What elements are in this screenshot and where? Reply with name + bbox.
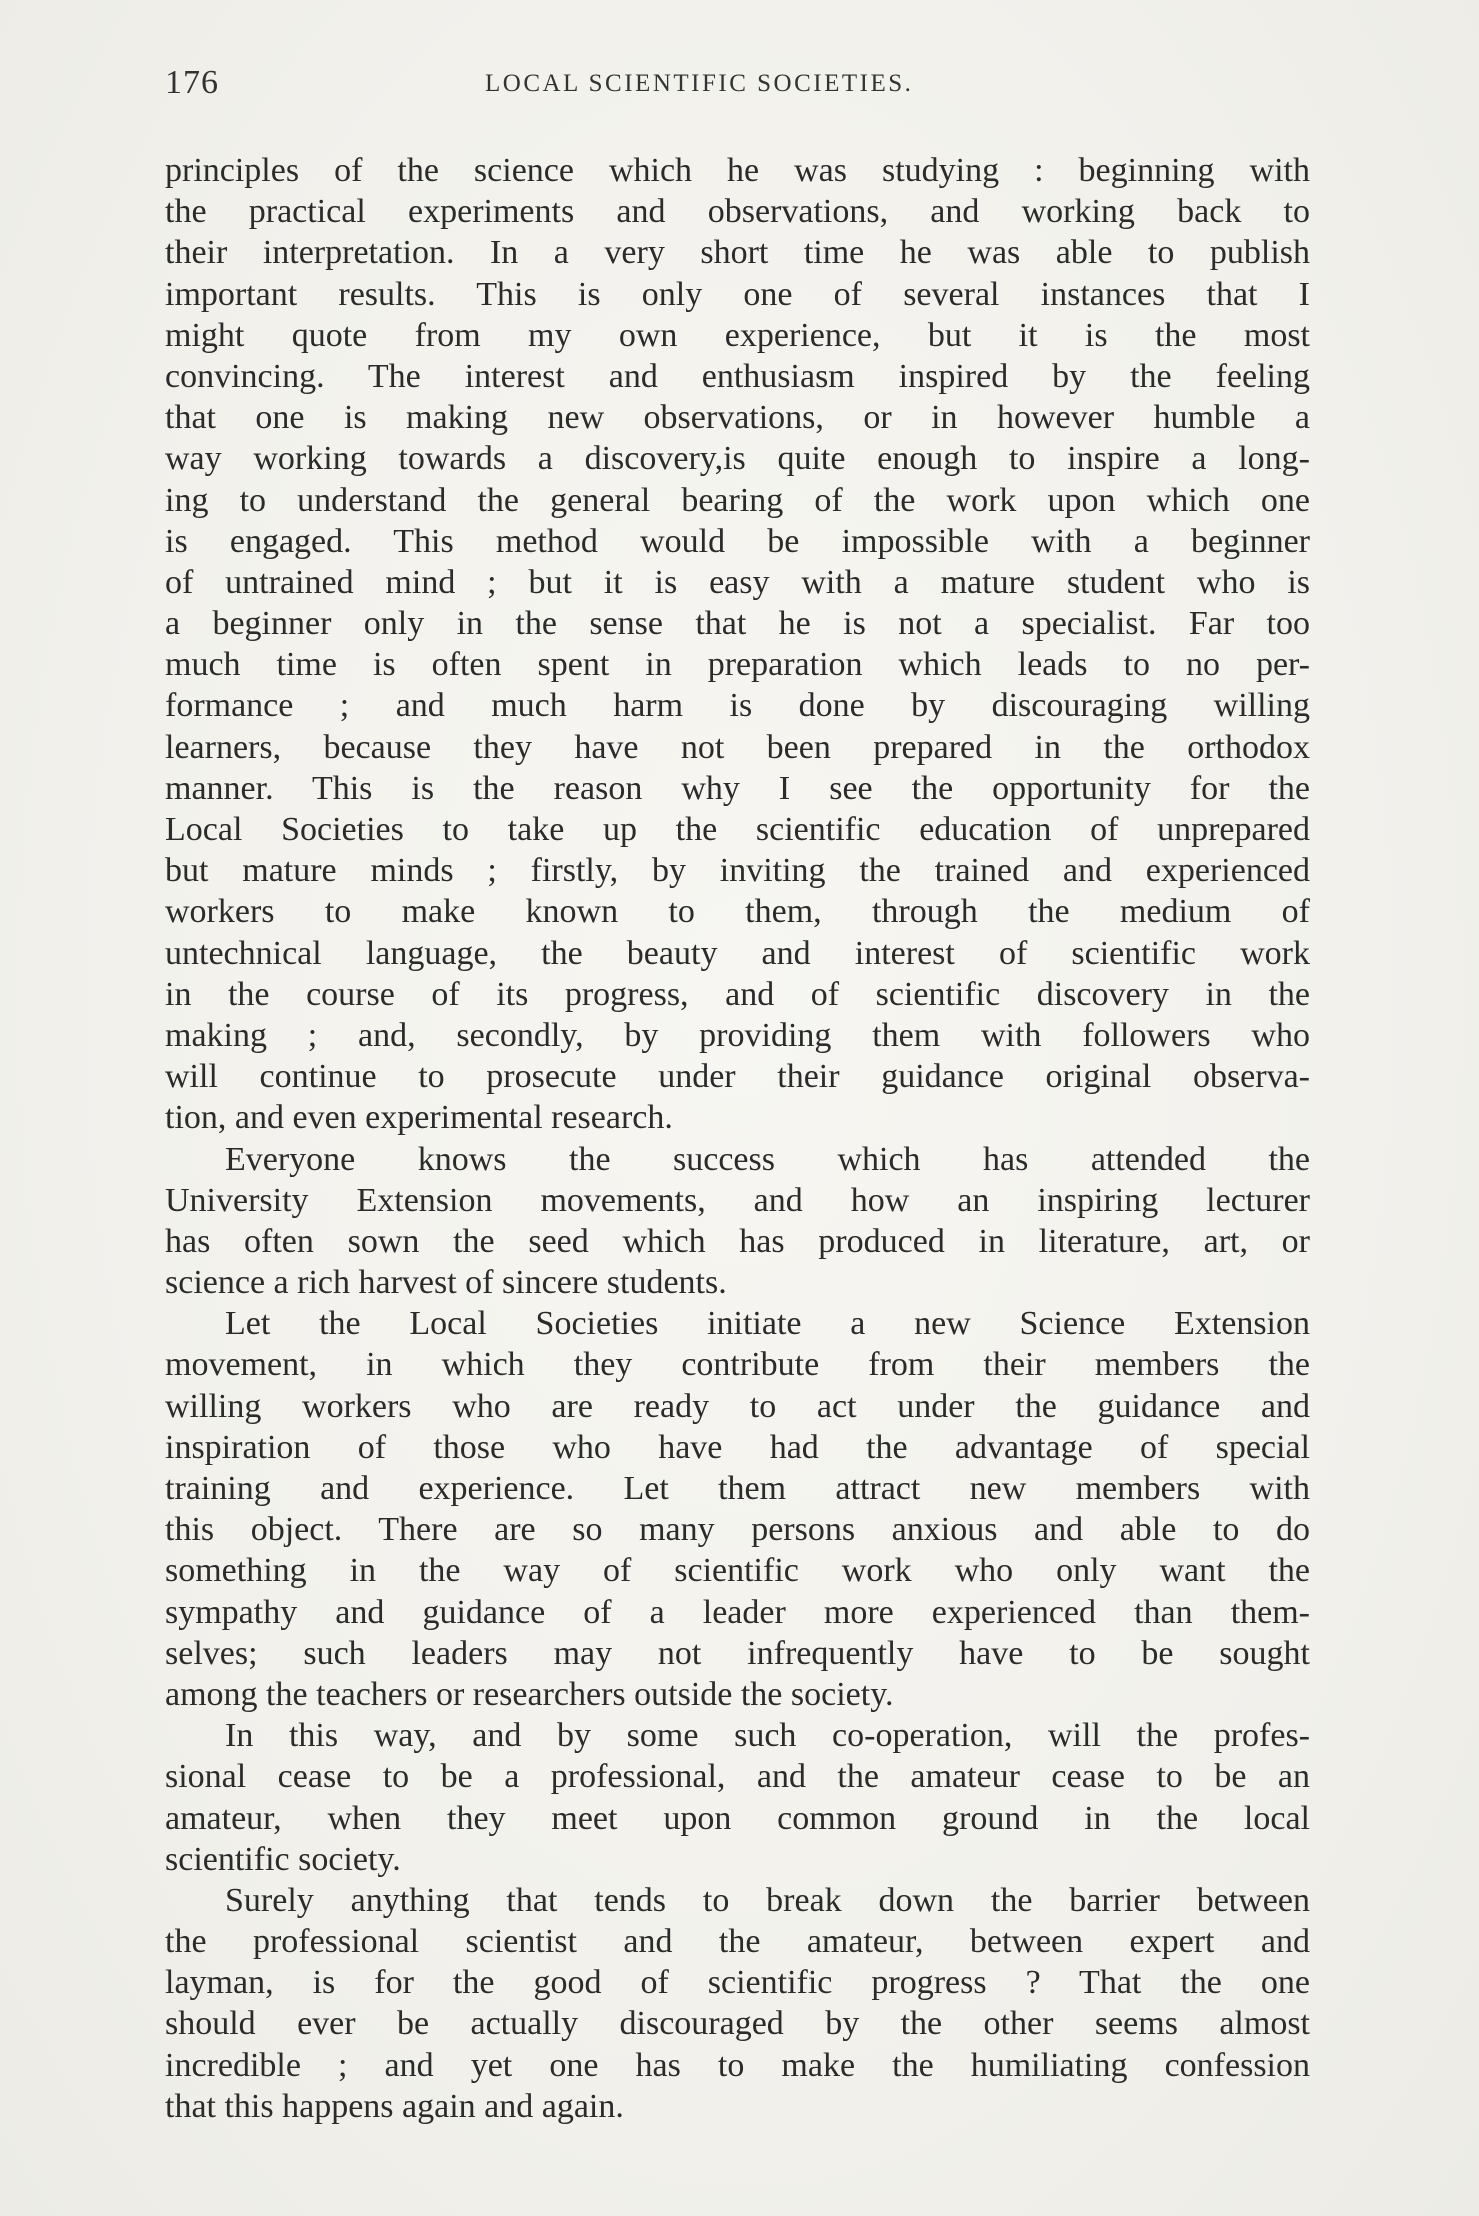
text-line: ing to understand the general bearing of the work upon which one	[165, 481, 1310, 519]
body-text	[165, 150, 1310, 2127]
text-line: among the teachers or researchers outside the society.	[165, 1675, 894, 1713]
text-line: the professional scientist and the amateur, between expert and	[165, 1923, 1310, 1961]
text-line: of untrained mind ; but it is easy with a mature student who is	[165, 563, 1310, 601]
text-line: has often sown the seed which has produced in literature, art, or	[165, 1222, 1310, 1260]
page-number: 176	[165, 64, 219, 101]
text-line: might quote from my own experience, but it is the most	[165, 316, 1310, 354]
text-line: making ; and, secondly, by providing them with followers who	[165, 1016, 1310, 1054]
text-line: their interpretation. In a very short time he was able to publish	[165, 234, 1310, 272]
text-line: sional cease to be a professional, and the amateur cease to be an	[165, 1758, 1310, 1796]
text-line: untechnical language, the beauty and interest of scientific work	[165, 934, 1310, 972]
text-line: Surely anything that tends to break down the barrier between	[225, 1881, 1310, 1919]
text-line: incredible ; and yet one has to make the humiliating confession	[165, 2046, 1310, 2084]
text-line: the practical experiments and observations, and working back to	[165, 193, 1310, 231]
text-line: should ever be actually discouraged by the other seems almost	[165, 2005, 1310, 2043]
text-line: convincing. The interest and enthusiasm inspired by the feeling	[165, 357, 1310, 395]
running-head	[165, 64, 1310, 104]
text-line: that this happens again and again.	[165, 2087, 624, 2125]
text-line: amateur, when they meet upon common ground in the local	[165, 1799, 1310, 1837]
text-line: science a rich harvest of sincere students.	[165, 1264, 727, 1302]
text-line: manner. This is the reason why I see the opportunity for the	[165, 769, 1310, 807]
text-line: important results. This is only one of several instances that I	[165, 275, 1310, 313]
text-line: tion, and even experimental research.	[165, 1099, 673, 1137]
text-line: willing workers who are ready to act under the guidance and	[165, 1387, 1310, 1425]
text-line: will continue to prosecute under their guidance original observa-	[165, 1058, 1310, 1096]
text-line: layman, is for the good of scientific progress ? That the one	[165, 1964, 1310, 2002]
text-line: movement, in which they contribute from their members the	[165, 1346, 1310, 1384]
text-line: this object. There are so many persons anxious and able to do	[165, 1511, 1310, 1549]
text-line: that one is making new observations, or in however humble a	[165, 399, 1310, 437]
text-line: in the course of its progress, and of scientific discovery in the	[165, 975, 1310, 1013]
text-line: training and experience. Let them attract new members with	[165, 1470, 1310, 1507]
text-line: is engaged. This method would be impossible with a beginner	[165, 522, 1310, 560]
text-line: way working towards a discovery,is quite enough to inspire a long-	[165, 440, 1310, 478]
text-line: workers to make known to them, through the medium of	[165, 893, 1310, 931]
text-line: a beginner only in the sense that he is not a specialist. Far too	[165, 605, 1310, 643]
text-line: Everyone knows the success which has attended the	[225, 1140, 1310, 1178]
text-line: Local Societies to take up the scientific education of unprepared	[165, 811, 1310, 848]
text-line: University Extension movements, and how an inspiring lecturer	[165, 1181, 1310, 1219]
text-line: Let the Local Societies initiate a new Science Extension	[225, 1305, 1310, 1343]
text-line: scientific society.	[165, 1840, 401, 1878]
text-line: principles of the science which he was studying : beginning with	[165, 152, 1310, 189]
text-line: learners, because they have not been prepared in the orthodox	[165, 728, 1310, 766]
text-line: sympathy and guidance of a leader more experienced than them-	[165, 1593, 1310, 1631]
text-line: In this way, and by some such co-operation, will the profes-	[225, 1717, 1310, 1755]
text-line: formance ; and much harm is done by discouraging willing	[165, 687, 1310, 725]
text-line: much time is often spent in preparation which leads to no per-	[165, 646, 1310, 684]
text-line: inspiration of those who have had the advantage of special	[165, 1428, 1310, 1466]
text-line: something in the way of scientific work who only want the	[165, 1552, 1310, 1590]
text-line: selves; such leaders may not infrequently have to be sought	[165, 1634, 1310, 1672]
text-line: but mature minds ; firstly, by inviting the trained and experienced	[165, 852, 1310, 890]
running-head-title: LOCAL SCIENTIFIC SOCIETIES.	[485, 70, 914, 97]
